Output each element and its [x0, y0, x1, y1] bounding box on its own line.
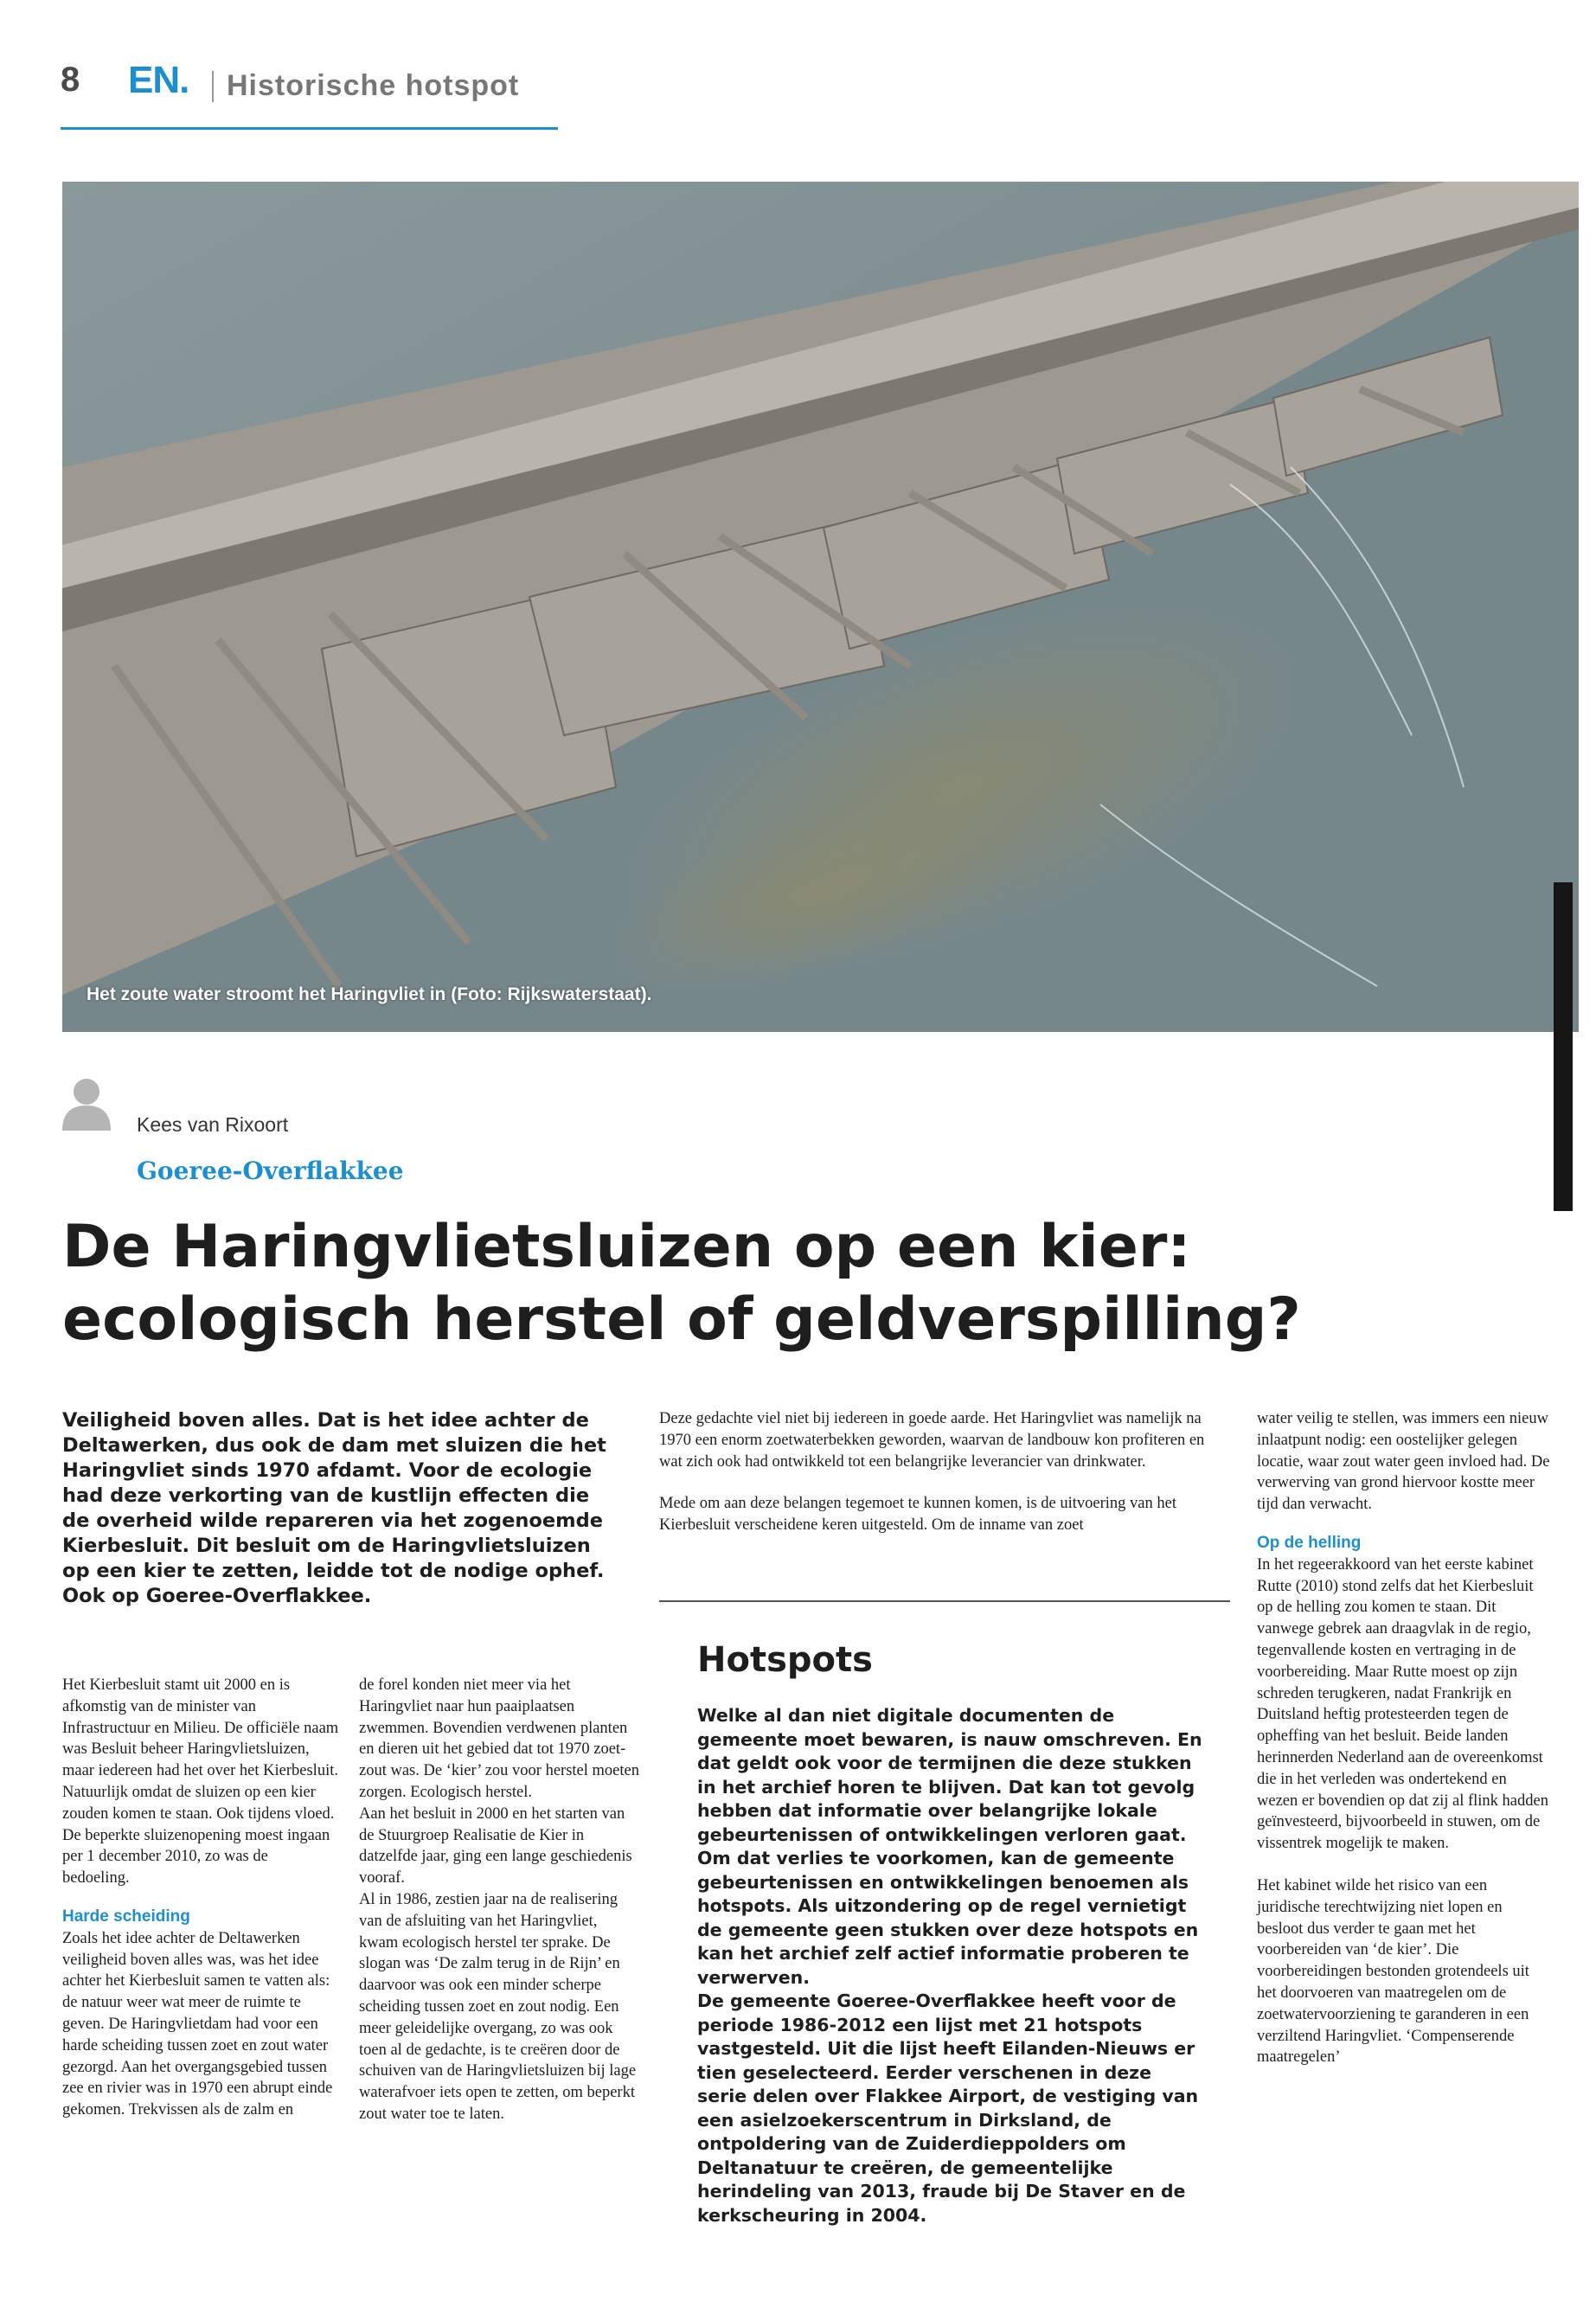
- author-avatar-icon: [62, 1077, 111, 1131]
- paragraph: water veilig te stellen, was immers een nieuw inlaatpunt nodig: een oostelijker gelegen locatie, waar zout water geen invloed had. De verwerving van grond hiervoor kostte meer tijd dan verwacht.: [1257, 1410, 1550, 1514]
- photo-caption: Het zoute water stroomt het Haringvliet in (Foto: Rijkswaterstaat).: [87, 984, 652, 1004]
- paragraph: In het regeerakkoord van het eerste kabinet Rutte (2010) stond zelfs dat het Kierbesluit op de helling zou komen te staan. Dit vanwege gebrek aan draagvlak in de regio, tegenvallende kosten en vertraging in de voorbereiding. Maar Rutte moest op zijn schreden terugkeren, nadat Frankrijk en Duitsland heftig protesteerden tegen de opheffing van het besluit. Beide landen herinnerden Nederland aan de overeenkomst die in het verleden was ondertekend en wezen er bovendien op dat zij al flink hadden geïnvesteerd, bijvoorbeeld in stuwen, om de vissentrek mogelijk te maken.: [1257, 1555, 1548, 1853]
- region-label: Goeree-Overflakkee: [137, 1157, 404, 1185]
- paragraph: Deze gedachte viel niet bij iedereen in goede aarde. Het Haringvliet was namelijk na 1970 een enorm zoetwaterbekken geworden, waarvan de landbouw kon profiteren en wat zich ook had ontwikkeld tot een belangrijke leverancier van drinkwater.: [659, 1410, 1205, 1471]
- paragraph: Welke al dan niet digitale documenten de gemeente moet bewaren, is nauw omschreven. En dat geldt ook voor de termijnen die deze stukken in het archief horen te blijven. Dat kan tot gevolg hebben dat informatie over belangrijke lokale gebeurtenissen of ontwikkelingen verloren gaat. Om dat verlies te voorkomen, kan de gemeente gebeurtenissen en ontwikkelingen benoemen als hotspots. Als uitzondering op de regel vernietigt de gemeente geen stukken over deze hotspots en kan het archief zelf actief informatie proberen te verwerven.: [697, 1705, 1202, 1988]
- author-name: Kees van Rixoort: [137, 1113, 289, 1136]
- body-column-3: [659, 1408, 1230, 1536]
- page-number: 8: [61, 61, 80, 99]
- headline-line-2: ecologisch herstel of geldverspilling?: [62, 1285, 1301, 1354]
- article-lead: Veiligheid boven alles. Dat is het idee achter de Deltawerken, dus ook de dam met sluizen die het Haringvliet sinds 1970 afdamt. Voor de ecologie had deze verkorting van de kustlijn effecten die de overheid wilde repareren via het zogenoemde Kierbesluit. Dit besluit om de Haringvlietsluizen op een kier te zetten, leidde tot de nodige ophef. Ook op Goeree-Overflakkee.: [62, 1409, 606, 1607]
- section-title: Historische hotspot: [227, 69, 520, 102]
- hotspots-body: [697, 1704, 1203, 2227]
- brand-logo: EN.: [128, 59, 189, 101]
- paragraph: Mede om aan deze belangen tegemoet te kunnen komen, is de uitvoering van het Kierbesluit verscheidene keren uitgesteld. Om de inname van zoet: [659, 1495, 1176, 1535]
- article-photo: [62, 182, 1579, 1032]
- header-separator: [212, 71, 214, 102]
- paragraph: Zoals het idee achter de Deltawerken veiligheid boven alles was, was het idee achter het Kierbesluit samen te vatten als: de natuur weer wat meer de ruimte te geven. De Haringvlietdam had voor een harde scheiding tussen zoet en zout water gezorgd. Aan het overgangsgebied tussen zee en rivier was in 1970 een abrupt einde gekomen. Trekvissen als de zalm en: [62, 1929, 333, 2119]
- paragraph: de forel konden niet meer via het Haringvliet naar hun paaiplaatsen zwemmen. Bovendien verdwenen planten en dieren uit het gebied dat tot 1970 zoet-zout was. De ‘kier’ zou voor herstel moeten zorgen. Ecologisch herstel.: [359, 1676, 639, 1801]
- paragraph: Aan het besluit in 2000 en het starten van de Stuurgroep Realisatie de Kier in datzelfde jaar, ging een lange geschiedenis vooraf.: [359, 1804, 632, 1888]
- dam-illustration: [62, 182, 1579, 1032]
- hotspots-title: Hotspots: [697, 1640, 873, 1680]
- body-column-2: [359, 1675, 640, 2125]
- paragraph: Al in 1986, zestien jaar na de realisering van de afsluiting van het Haringvliet, kwam ecologisch herstel ter sprake. De slogan was ‘De zalm terug in de Rijn’ en daarvoor was ook een minder scherpe scheiding tussen zoet en zout nodig. Een meer geleidelijke overgang, zo was ook toen al de gedachte, is te creëren door de schuiven van de Haringvlietsluizen bij lage waterafvoer iets open te zetten, om beperkt zout water toe te laten.: [359, 1890, 637, 2123]
- paragraph: De gemeente Goeree-Overflakkee heeft voor de periode 1986-2012 een lijst met 21 hotspots vastgesteld. Uit die lijst heeft Eilanden-Nieuws er tien geselecteerd. Eerder verschenen in deze serie delen over Flakkee Airport, de vestiging van een asielzoekerscentrum in Dirksland, de ontpoldering van de Zuiderdieppolders om Deltanatuur te creëren, de gemeentelijke herindeling van 2013, fraude bij De Staver en de kerkscheuring in 2004.: [697, 1990, 1199, 2226]
- headline-line-1: De Haringvlietsluizen op een kier:: [62, 1213, 1191, 1281]
- paragraph: Het Kierbesluit stamt uit 2000 en is afkomstig van de minister van Infrastructuur en Milieu. De officiële naam was Besluit beheer Haringvlietsluizen, maar iedereen had het over het Kierbesluit. Natuurlijk omdat de sluizen op een kier zouden komen te staan. Ook tijdens vloed. De beperkte sluizenopening moest ingaan per 1 december 2010, zo was de bedoeling.: [62, 1676, 339, 1888]
- box-divider: [659, 1600, 1230, 1602]
- body-column-4: [1257, 1408, 1551, 2068]
- paragraph: Het kabinet wilde het risico van een juridische terechtwijzing niet lopen en besloot dus verder te gaan met het voorbereiden van ‘de kier’. Die voorbereidingen bestonden grotendeels uit het doorvoeren van maatregelen om de zoetwatervoorziening te garanderen in een verziltend Haringvliet. ‘Compenserende maatregelen’: [1257, 1876, 1529, 2067]
- subheading: Harde scheiding: [62, 1907, 190, 1926]
- body-column-1: [62, 1675, 339, 2121]
- subheading: Op de helling: [1257, 1533, 1362, 1552]
- page-edge-marker: [1554, 882, 1573, 1211]
- article-headline: [62, 1211, 1550, 1356]
- header-rule: [61, 127, 558, 130]
